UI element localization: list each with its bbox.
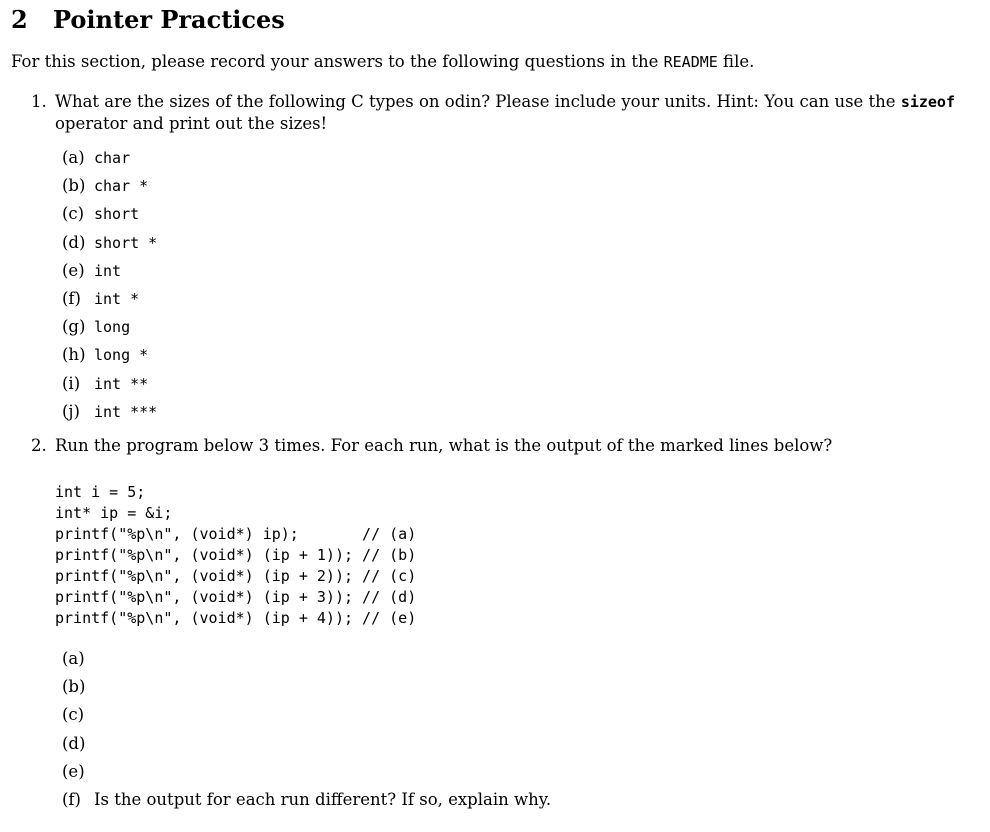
section-number: 2: [11, 5, 28, 34]
list-item: [62, 401, 157, 429]
code-line: printf("%p\n", (void*) (ip + 3)); // (d): [55, 588, 417, 606]
code-line: printf("%p\n", (void*) (ip + 2)); // (c): [55, 567, 417, 585]
list-item: [62, 147, 157, 175]
list-item: [62, 288, 157, 316]
code-line: int i = 5;: [55, 483, 146, 501]
code-line: printf("%p\n", (void*) (ip + 4)); // (e): [55, 609, 417, 627]
question-1-text-before: What are the sizes of the following C types on odin? Please include your units. Hint: You can use the: [55, 92, 901, 111]
intro-paragraph: [11, 52, 754, 71]
list-item: [62, 232, 157, 260]
question-2-number: 2.: [31, 436, 47, 455]
intro-text-after: file.: [717, 52, 755, 71]
list-item: [62, 676, 551, 704]
item-label: (f): [62, 789, 81, 809]
question-2-text: Run the program below 3 times. For each run, what is the output of the marked lines below?: [55, 436, 833, 455]
list-item: [62, 648, 551, 676]
c-type: int: [94, 261, 122, 280]
code-line: printf("%p\n", (void*) ip); // (a): [55, 525, 417, 543]
item-label: (i): [62, 373, 81, 393]
c-type: short *: [94, 233, 158, 252]
c-type: short: [94, 205, 140, 224]
list-item: [62, 704, 551, 732]
item-label: (b): [62, 176, 86, 196]
item-label: (d): [62, 733, 86, 753]
list-item: [62, 175, 157, 203]
question-1-number: 1.: [31, 92, 47, 111]
list-item: [62, 316, 157, 344]
item-label: (c): [62, 204, 85, 224]
item-label: (h): [62, 345, 86, 365]
question-1: [31, 91, 971, 134]
question-1-type-list: [62, 147, 157, 429]
question-1-text: [55, 91, 971, 134]
question-1-text-after: operator and print out the sizes!: [55, 114, 328, 133]
section-title: Pointer Practices: [53, 5, 285, 34]
c-type: int ***: [94, 402, 158, 421]
list-item: [62, 373, 157, 401]
item-label: (e): [62, 260, 85, 280]
code-line: printf("%p\n", (void*) (ip + 1)); // (b): [55, 546, 417, 564]
list-item: [62, 260, 157, 288]
question-2: [31, 436, 832, 455]
c-type: int **: [94, 374, 149, 393]
section-heading: [11, 5, 285, 34]
item-label: (j): [62, 401, 80, 421]
intro-text-before: For this section, please record your answers to the following questions in the: [11, 52, 664, 71]
item-label: (e): [62, 761, 85, 781]
c-type: char *: [94, 177, 149, 196]
list-item: [62, 344, 157, 372]
list-item: [62, 761, 551, 789]
list-item: [62, 789, 551, 817]
item-label: (f): [62, 288, 81, 308]
c-type: int *: [94, 289, 140, 308]
c-type: char: [94, 149, 131, 167]
c-type: long: [94, 318, 131, 337]
item-label: (a): [62, 148, 85, 167]
readme-filename: README: [663, 53, 718, 71]
item-label: (d): [62, 232, 86, 252]
item-label: (b): [62, 677, 86, 697]
code-block: [55, 482, 416, 629]
c-type: long *: [94, 346, 149, 365]
item-label: (a): [62, 649, 85, 668]
sizeof-keyword: sizeof: [900, 93, 955, 111]
code-line: int* ip = &i;: [55, 504, 173, 522]
question-2-answer-list: [62, 648, 551, 817]
item-text: Is the output for each run different? If so, explain why.: [94, 789, 552, 809]
list-item: [62, 203, 157, 231]
item-label: (c): [62, 705, 85, 725]
list-item: [62, 733, 551, 761]
item-label: (g): [62, 317, 86, 337]
